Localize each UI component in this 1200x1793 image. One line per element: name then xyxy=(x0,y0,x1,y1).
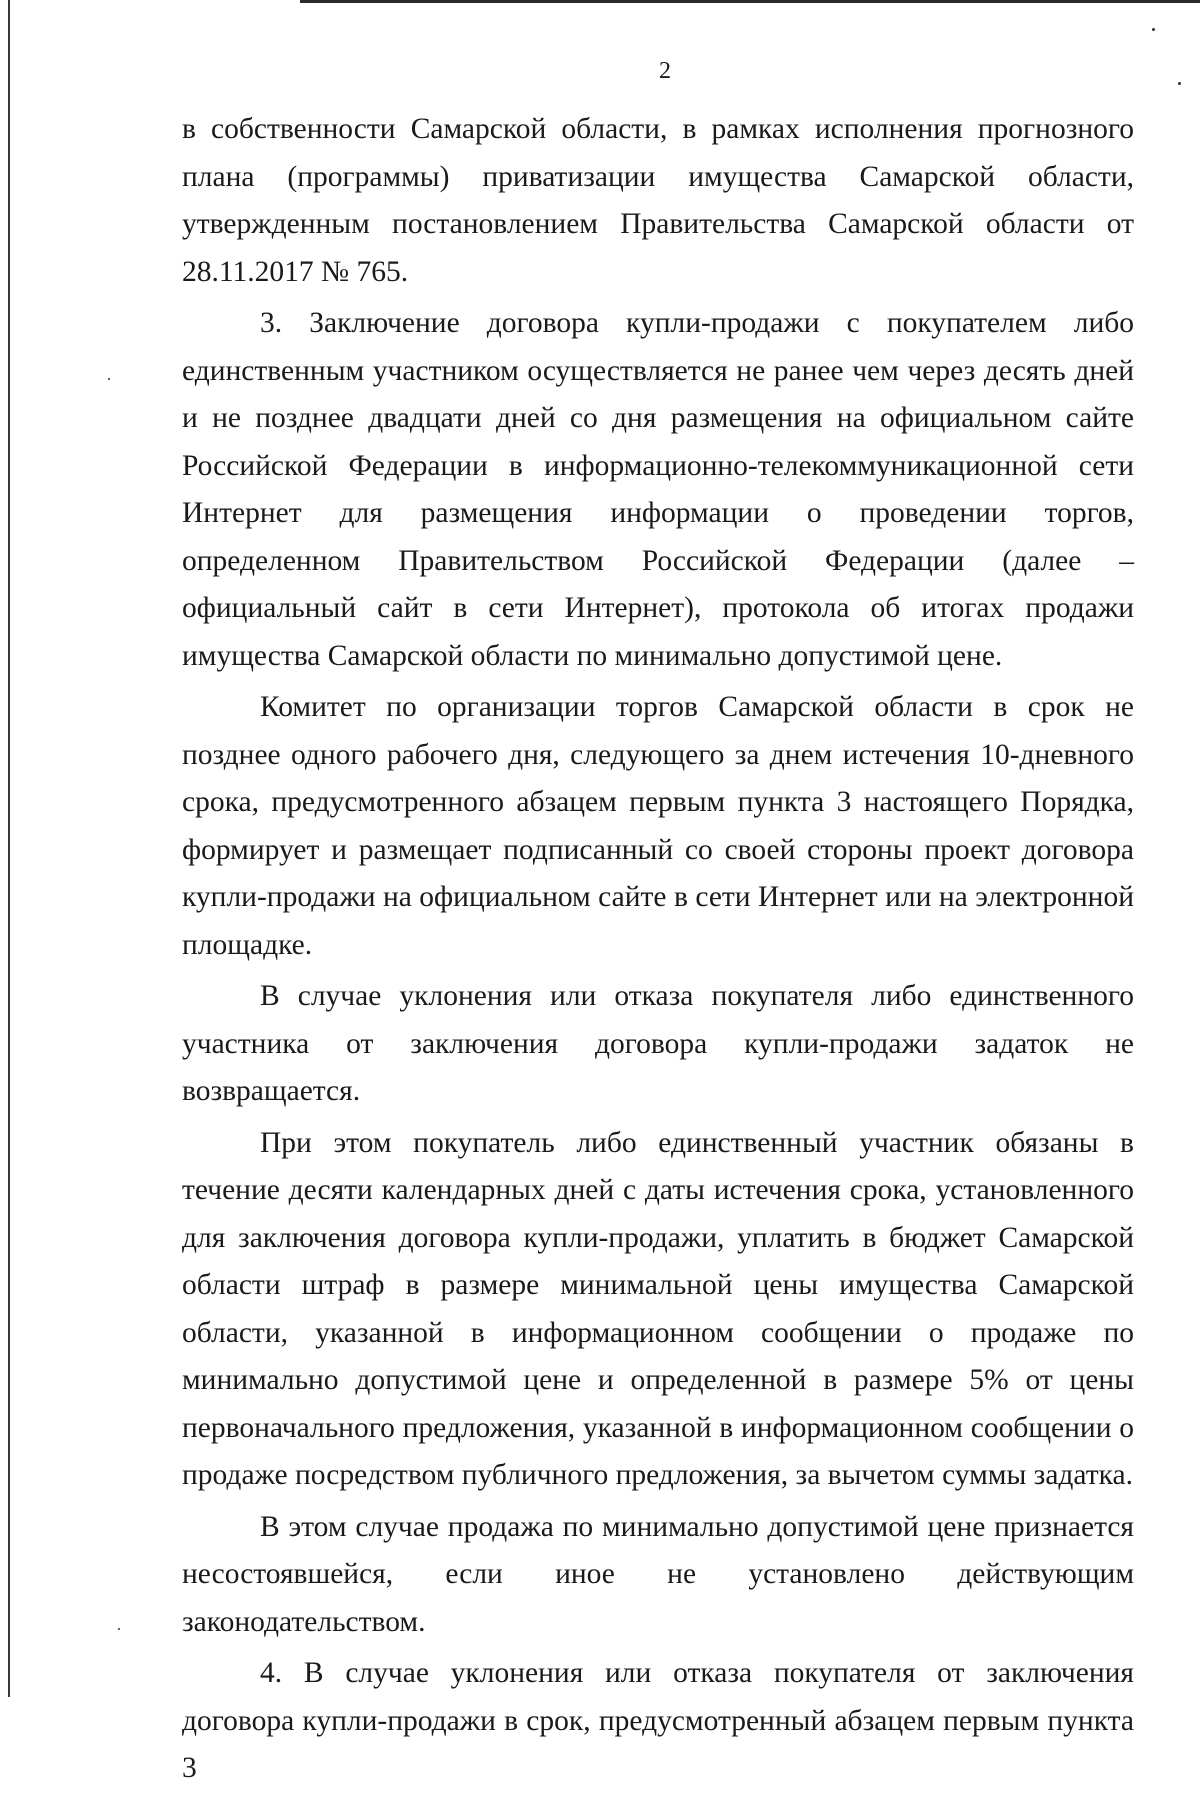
document-body xyxy=(182,106,1134,1793)
paragraph-failed-sale: В этом случае продажа по минимально допустимой цене признается несостоявшейся, если иное не установлено действующим законодательством. xyxy=(182,1510,1134,1638)
paragraph-deposit: В случае уклонения или отказа покупателя либо единственного участника от заключения договора купли-продажи задаток не возвращается. xyxy=(182,980,1134,1107)
scan-speck xyxy=(108,378,110,380)
scan-edge-top xyxy=(300,0,1200,3)
paragraph-continuation: в собственности Самарской области, в рамках исполнения прогнозного плана (программы) приватизации имущества Самарской области, утвержденным постановлением Правительства Самарской области от 28.11.2017 № 765. xyxy=(182,113,1134,288)
paragraph-item-3: 3. Заключение договора купли-продажи с покупателем либо единственным участником осуществляется не ранее чем через десять дней и не позднее двадцати дней со дня размещения на официальном сайте Российской Федерации в информационно-телекоммуникационной сети Интернет для размещения информации о проведении торгов, определенном Правительством Российской Федерации (далее – официальный сайт в сети Интернет), протокола об итогах продажи имущества Самарской области по минимально допустимой цене. xyxy=(182,307,1134,672)
scan-speck xyxy=(1152,28,1155,31)
page-number: 2 xyxy=(659,58,671,84)
paragraph-item-4: 4. В случае уклонения или отказа покупателя от заключения договора купли-продажи в срок, предусмотренный абзацем первым пункта 3 xyxy=(182,1657,1134,1784)
paragraph-committee: Комитет по организации торгов Самарской области в срок не позднее одного рабочего дня, следующего за днем истечения 10-дневного срока, предусмотренного абзацем первым пункта 3 настоящего Порядка, формирует и размещает подписанный со своей стороны проект договора купли-продажи на официальном сайте в сети Интернет или на электронной площадке. xyxy=(182,691,1134,961)
scan-edge-left xyxy=(8,0,10,1697)
scan-speck xyxy=(118,1628,120,1630)
paragraph-penalty: При этом покупатель либо единственный участник обязаны в течение десяти календарных дней с даты истечения срока, установленного для заключения договора купли-продажи, уплатить в бюджет Самарской области штраф в размере минимальной цены имущества Самарской области, указанной в информационном сообщении о продаже по минимально допустимой цене и определенной в размере 5% от цены первоначального предложения, указанной в информационном сообщении о продаже посредством публичного предложения, за вычетом суммы задатка. xyxy=(182,1126,1134,1491)
